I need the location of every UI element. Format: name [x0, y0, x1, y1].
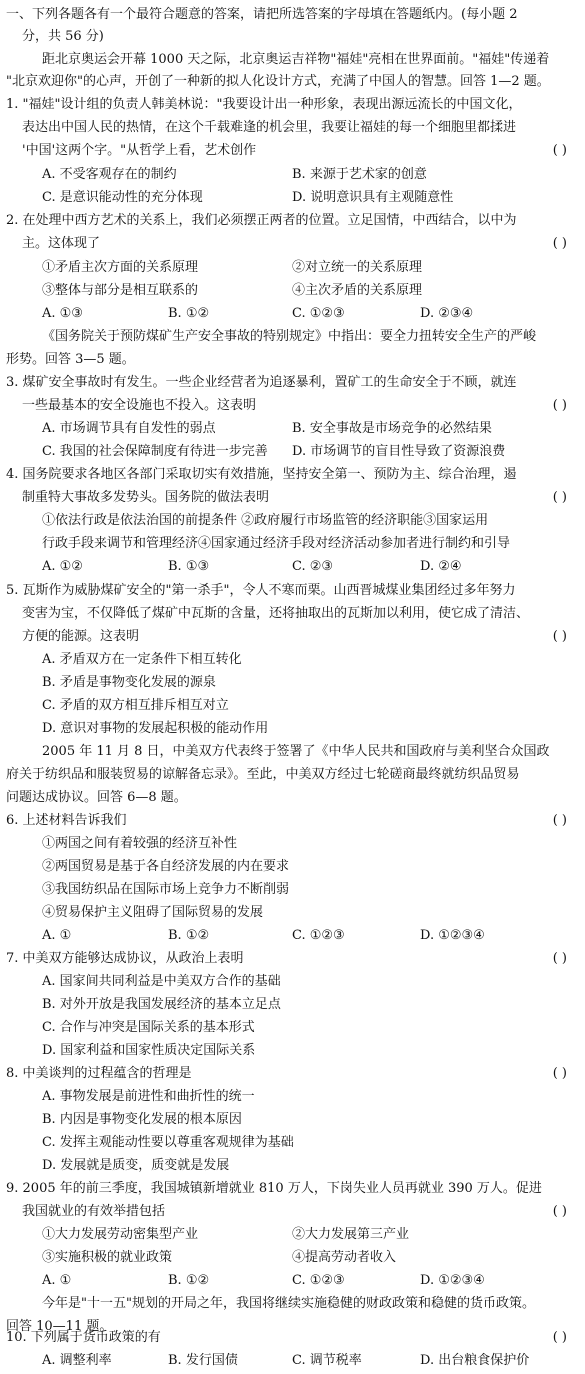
q1-option-b[interactable]: B. 来源于艺术家的创意	[292, 167, 427, 182]
q4-option-a[interactable]: A. ①②	[42, 559, 83, 574]
q9-stem-line-1: 9. 2005 年的前三季度，我国城镇新增就业 810 万人，下岗失业人员再就业 390 万人。促进	[6, 1181, 542, 1196]
section-header-line-2: 分，共 56 分)	[22, 29, 104, 44]
q5-stem-line-2: 变害为宝，不仅降低了煤矿中瓦斯的含量，还将抽取出的瓦斯加以利用，使它成了清洁、	[22, 606, 530, 621]
q4-answer-bracket[interactable]: ( )	[552, 490, 567, 505]
q8-option-b[interactable]: B. 内因是事物变化发展的根本原因	[42, 1112, 242, 1127]
q3-option-d[interactable]: D. 市场调节的盲目性导致了资源浪费	[292, 444, 506, 459]
material-2-line-1: 《国务院关于预防煤矿生产安全事故的特别规定》中指出：要全力扭转安全生产的严峻	[42, 329, 537, 344]
q2-answer-bracket[interactable]: ( )	[552, 236, 567, 251]
q4-stem-line-2: 制重特大事故多发势头。国务院的做法表明	[22, 490, 270, 505]
q1-stem-line-2: 表达出中国人民的热情，在这个千载难逢的机会里，我要让福娃的每一个细胞里都揉进	[22, 120, 517, 135]
material-1-line-1: 距北京奥运会开幕 1000 天之际，北京奥运吉祥物"福娃"亮相在世界面前。"福娃"传递着	[42, 52, 550, 67]
q3-option-c[interactable]: C. 我国的社会保障制度有待进一步完善	[42, 444, 268, 459]
q10-option-c[interactable]: C. 调节税率	[292, 1353, 362, 1368]
q2-option-c[interactable]: C. ①②③	[292, 306, 345, 321]
material-3-line-2: 府关于纺织品和服装贸易的谅解备忘录》。至此，中美双方经过七轮磋商最终就纺织品贸易	[6, 767, 520, 782]
q4-option-b[interactable]: B. ①③	[168, 559, 210, 574]
q4-stem-line-1: 4. 国务院要求各地区各部门采取切实有效措施，坚持安全第一、预防为主、综合治理，遏	[6, 467, 517, 482]
q4-items-line-2: 行政手段来调节和管理经济④国家通过经济手段对经济活动参加者进行制约和引导	[42, 536, 511, 551]
q3-stem-line-1: 3. 煤矿安全事故时有发生。一些企业经营者为追逐暴利，置矿工的生命安全于不顾，就连	[6, 375, 517, 390]
q2-item-4: ④主次矛盾的关系原理	[292, 283, 423, 298]
material-4-line-2: 回答 10—11 题。	[6, 1319, 113, 1334]
q10-option-b[interactable]: B. 发行国债	[168, 1353, 238, 1368]
q6-item-1: ①两国之间有着较强的经济互补性	[42, 836, 238, 851]
q5-stem-line-3: 方便的能源。这表明	[22, 629, 140, 644]
q3-stem-line-2: 一些最基本的安全设施也不投入。这表明	[22, 398, 257, 413]
q9-option-a[interactable]: A. ①	[42, 1273, 72, 1288]
material-4-line-1: 今年是"十一五"规划的开局之年，我国将继续实施稳健的财政政策和稳健的货币政策。	[42, 1296, 535, 1311]
q4-option-d[interactable]: D. ②④	[420, 559, 462, 574]
q6-option-b[interactable]: B. ①②	[168, 928, 210, 943]
q9-item-4: ④提高劳动者收入	[292, 1250, 397, 1265]
q5-stem-line-1: 5. 瓦斯作为威胁煤矿安全的"第一杀手"，令人不寒而栗。山西晋城煤业集团经过多年努力	[6, 583, 516, 598]
q8-option-c[interactable]: C. 发挥主观能动性要以尊重客观规律为基础	[42, 1135, 294, 1150]
q4-option-c[interactable]: C. ②③	[292, 559, 334, 574]
q3-answer-bracket[interactable]: ( )	[552, 398, 567, 413]
q1-stem-line-3: '中国'这两个字。"从哲学上看，艺术创作	[22, 143, 257, 158]
q8-answer-bracket[interactable]: ( )	[552, 1066, 567, 1081]
q7-option-c[interactable]: C. 合作与冲突是国际关系的基本形式	[42, 1020, 255, 1035]
q2-stem-line-1: 2. 在处理中西方艺术的关系上，我们必须摆正两者的位置。立足国情，中西结合，以中为	[6, 213, 517, 228]
q6-answer-bracket[interactable]: ( )	[552, 813, 567, 828]
material-3-line-3: 问题达成协议。回答 6—8 题。	[6, 790, 187, 805]
q2-item-2: ②对立统一的关系原理	[292, 260, 423, 275]
q7-option-b[interactable]: B. 对外开放是我国发展经济的基本立足点	[42, 997, 281, 1012]
q10-option-d[interactable]: D. 出台粮食保护价	[420, 1353, 530, 1368]
q7-option-d[interactable]: D. 国家利益和国家性质决定国际关系	[42, 1043, 256, 1058]
q6-option-a[interactable]: A. ①	[42, 928, 72, 943]
q2-option-d[interactable]: D. ②③④	[420, 306, 474, 321]
q7-option-a[interactable]: A. 国家间共同利益是中美双方合作的基础	[42, 974, 281, 989]
q9-option-b[interactable]: B. ①②	[168, 1273, 210, 1288]
q5-answer-bracket[interactable]: ( )	[552, 629, 567, 644]
material-1-line-2: "北京欢迎你"的心声，开创了一种新的拟人化设计方式，充满了中国人的智慧。回答 1—2 题。	[6, 74, 550, 89]
q9-item-3: ③实施积极的就业政策	[42, 1250, 173, 1265]
q2-item-3: ③整体与部分是相互联系的	[42, 283, 199, 298]
q6-stem: 6. 上述材料告诉我们	[6, 813, 127, 828]
q2-item-1: ①矛盾主次方面的关系原理	[42, 260, 199, 275]
q3-option-a[interactable]: A. 市场调节具有自发性的弱点	[42, 421, 216, 436]
q2-option-b[interactable]: B. ①②	[168, 306, 210, 321]
q5-option-c[interactable]: C. 矛盾的双方相互排斥相互对立	[42, 698, 229, 713]
q1-stem-line-1: 1. "福娃"设计组的负责人韩美林说："我要设计出一种形象，表现出源远流长的中国文化，	[6, 97, 522, 112]
q5-option-a[interactable]: A. 矛盾双方在一定条件下相互转化	[42, 652, 242, 667]
q9-stem-line-2: 我国就业的有效举措包括	[22, 1204, 166, 1219]
material-2-line-2: 形势。回答 3—5 题。	[6, 352, 135, 367]
q8-option-a[interactable]: A. 事物发展是前进性和曲折性的统一	[42, 1089, 255, 1104]
q7-stem: 7. 中美双方能够达成协议，从政治上表明	[6, 951, 244, 966]
q7-answer-bracket[interactable]: ( )	[552, 951, 567, 966]
q6-option-d[interactable]: D. ①②③④	[420, 928, 485, 943]
q6-item-3: ③我国纺织品在国际市场上竞争力不断削弱	[42, 882, 290, 897]
q8-option-d[interactable]: D. 发展就是质变，质变就是发展	[42, 1158, 230, 1173]
q2-stem-line-2: 主。这体现了	[22, 236, 101, 251]
q5-option-b[interactable]: B. 矛盾是事物变化发展的源泉	[42, 675, 216, 690]
q9-item-1: ①大力发展劳动密集型产业	[42, 1227, 199, 1242]
q10-option-a[interactable]: A. 调整利率	[42, 1353, 112, 1368]
q9-option-c[interactable]: C. ①②③	[292, 1273, 345, 1288]
q2-option-a[interactable]: A. ①③	[42, 306, 83, 321]
q5-option-d[interactable]: D. 意识对事物的发展起积极的能动作用	[42, 721, 269, 736]
q9-answer-bracket[interactable]: ( )	[552, 1204, 567, 1219]
q1-option-d[interactable]: D. 说明意识具有主观随意性	[292, 190, 454, 205]
q1-option-a[interactable]: A. 不受客观存在的制约	[42, 167, 177, 182]
q6-item-4: ④贸易保护主义阻碍了国际贸易的发展	[42, 905, 264, 920]
q1-option-c[interactable]: C. 是意识能动性的充分体现	[42, 190, 203, 205]
q1-answer-bracket[interactable]: ( )	[552, 143, 567, 158]
q8-stem: 8. 中美谈判的过程蕴含的哲理是	[6, 1066, 192, 1081]
q6-option-c[interactable]: C. ①②③	[292, 928, 345, 943]
q6-item-2: ②两国贸易是基于各自经济发展的内在要求	[42, 859, 290, 874]
section-header-line-1: 一、下列各题各有一个最符合题意的答案，请把所选答案的字母填在答题纸内。(每小题 2	[6, 7, 518, 22]
q10-answer-bracket[interactable]: ( )	[552, 1330, 567, 1345]
q10-stem: 10. 下列属于货币政策的有	[6, 1330, 161, 1345]
q9-option-d[interactable]: D. ①②③④	[420, 1273, 485, 1288]
material-3-line-1: 2005 年 11 月 8 日，中美双方代表终于签署了《中华人民共和国政府与美利坚合众国政	[42, 744, 550, 759]
q3-option-b[interactable]: B. 安全事故是市场竞争的必然结果	[292, 421, 492, 436]
q9-item-2: ②大力发展第三产业	[292, 1227, 410, 1242]
q4-items-line-1: ①依法行政是依法治国的前提条件 ②政府履行市场监管的经济职能③国家运用	[42, 513, 489, 528]
